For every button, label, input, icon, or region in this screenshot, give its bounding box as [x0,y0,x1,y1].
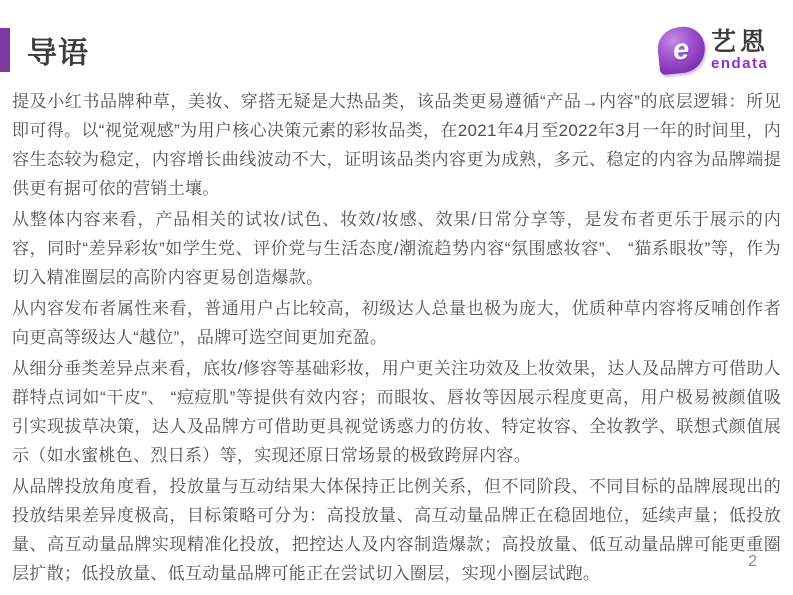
header [0,28,89,72]
page-title: 导语 [27,37,89,70]
logo-brand-cn: 艺恩 [710,28,769,56]
title-accent-bar [0,28,10,72]
body-paragraph: 从品牌投放角度看，投放量与互动结果大体保持正比例关系，但不同阶段、不同目标的品牌展现出的投放结果差异度极高，目标策略可分为：高投放量、高互动量品牌正在稳固地位，延续声量；低投放量、高互动量品牌实现精准化投放，把控达人及内容制造爆款；高投放量、低互动量品牌可能更重圈层扩散；低投放量、低互动量品牌可能正在尝试切入圈层，实现小圈层试跑。 [12,477,781,583]
logo-brand-en: endata [710,55,769,73]
body-paragraph: 从细分垂类差异点来看，底妆/修容等基础彩妆，用户更关注功效及上妆效果，达人及品牌方可借助人群特点词如“干皮”、 “痘痘肌”等提供有效内容；而眼妆、唇妆等因展示程度更高，用户极易被颜值吸引实现拔草决策，达人及品牌方可借助更具视觉诱惑力的仿妆、特定妆容、全妆教学、联想式颜值展示（如水蜜桃色、烈日系）等，实现还原日常场景的极致跨屏内容。 [12,359,781,465]
body-content [12,87,781,590]
page-number: 2 [748,553,757,570]
body-paragraph: 从整体内容来看，产品相关的试妆/试色、妆效/妆感、效果/日常分享等，是发布者更乐于展示的内容，同时“差异彩妆”如学生党、评价党与生活态度/潮流趋势内容“氛围感妆容”、 “猫系眼妆”等，作为切入精准圈层的高阶内容更易创造爆款。 [12,210,781,287]
endata-logo-icon [656,25,708,76]
body-paragraph: 从内容发布者属性来看，普通用户占比较高，初级达人总量也极为庞大，优质种草内容将反哺创作者向更高等级达人“越位”，品牌可选空间更加充盈。 [12,299,781,347]
logo-letter: e [672,32,691,67]
body-paragraph: 提及小红书品牌种草，美妆、穿搭无疑是大热品类，该品类更易遵循“产品→内容”的底层逻辑：所见即可得。以“视觉观感”为用户核心决策元素的彩妆品类，在2021年4月至2022年3月一年的时间里，内容生态较为稳定，内容增长曲线波动不大，证明该品类内容更为成熟，多元、稳定的内容为品牌端提供更有据可依的营销土壤。 [12,92,781,198]
logo-text [711,29,769,71]
endata-logo [658,27,769,73]
